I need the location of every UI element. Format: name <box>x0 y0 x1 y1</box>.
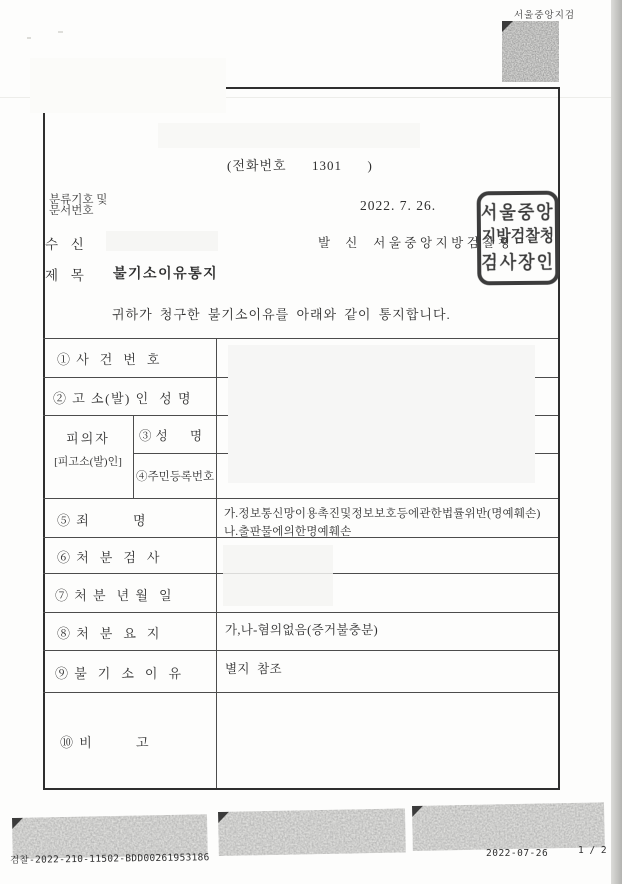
row5-value-line2: 나.출판물에의한명예훼손 <box>224 526 352 538</box>
letter-date: 2022. 7. 26. <box>360 198 437 213</box>
row5-value-line1: 가.정보통신망이용촉진및정보보호등에관한법률위반(명예훼손) <box>224 508 541 520</box>
subject-label: 제 목 <box>45 268 86 283</box>
scan-speck <box>27 37 31 39</box>
table-column-divider <box>216 338 217 788</box>
privacy-stamp-right <box>412 802 605 851</box>
row8-value: 가,나-혐의없음(증거불충분) <box>225 623 378 637</box>
row8-label: ⑧ 처 분 요 지 <box>57 626 161 641</box>
recipient-label: 수 신 <box>45 237 86 252</box>
sender-value: 서울중앙지방검찰청 <box>373 236 514 250</box>
table-subcolumn-divider <box>133 415 134 498</box>
seal-line1: 서울중앙 <box>480 201 555 224</box>
phone-line: (전화번호 1301 ) <box>227 158 373 173</box>
table-line <box>43 498 558 499</box>
table-line <box>43 650 558 651</box>
row7-label: ⑦ 처 분 년 월 일 <box>55 588 174 603</box>
recipient-redaction-box <box>106 231 218 251</box>
scanner-edge-strip <box>611 0 622 884</box>
table-line <box>43 692 558 693</box>
row9-value: 별지 참조 <box>225 662 282 676</box>
barcode-privacy-stamp <box>502 21 559 82</box>
suspect-group-line1: 피의자 <box>66 431 110 446</box>
doc-class-line2: 문서번호 <box>49 205 94 217</box>
doc-class-line1: 분류기호 및 <box>49 194 108 206</box>
redacted-title-fragments <box>228 116 391 123</box>
notice-sentence: 귀하가 청구한 불기소이유를 아래와 같이 통지합니다. <box>112 307 451 322</box>
subject-value: 불기소이유통지 <box>113 267 219 282</box>
privacy-stamp-middle <box>218 808 406 856</box>
row2-label: ② 고 소(발) 인 성 명 <box>53 391 193 406</box>
row3-label: ③ 성 명 <box>139 429 203 443</box>
scan-speck <box>58 31 63 33</box>
title-redaction-box <box>158 123 420 148</box>
suspect-group-line2: [피고소(발)인] <box>54 456 122 468</box>
case-info-redaction-box <box>228 345 535 483</box>
doc-class-label <box>49 195 107 217</box>
footer-print-date: 2022-07-26 <box>486 848 549 859</box>
row6-label: ⑥ 처 분 검 사 <box>57 550 161 565</box>
footer-document-code: 검찰-2022-210-11502-BDD00261953186 <box>10 852 210 866</box>
seal-line3: 검사장인 <box>481 251 556 274</box>
agency-short-label: 서울중앙지검 <box>514 10 576 21</box>
table-line <box>43 612 558 613</box>
row4-label: ④주민등록번호 <box>136 471 215 483</box>
suspect-group-cell <box>43 428 133 469</box>
topleft-redaction-box <box>30 58 226 113</box>
row1-label: ① 사 건 번 호 <box>57 352 161 367</box>
seal-line2: 지방검찰청 <box>481 228 555 246</box>
prosecutor-redaction-box <box>223 545 333 606</box>
row5-label: ⑤ 죄 명 <box>57 513 148 528</box>
row9-label: ⑨ 불 기 소 이 유 <box>55 666 183 681</box>
table-line <box>43 338 558 339</box>
footer-page-indicator: 1 / 2 <box>578 845 607 856</box>
sender-label: 발 신 <box>318 236 364 250</box>
official-seal <box>477 191 560 286</box>
row10-label: ⑩ 비 고 <box>60 735 151 750</box>
